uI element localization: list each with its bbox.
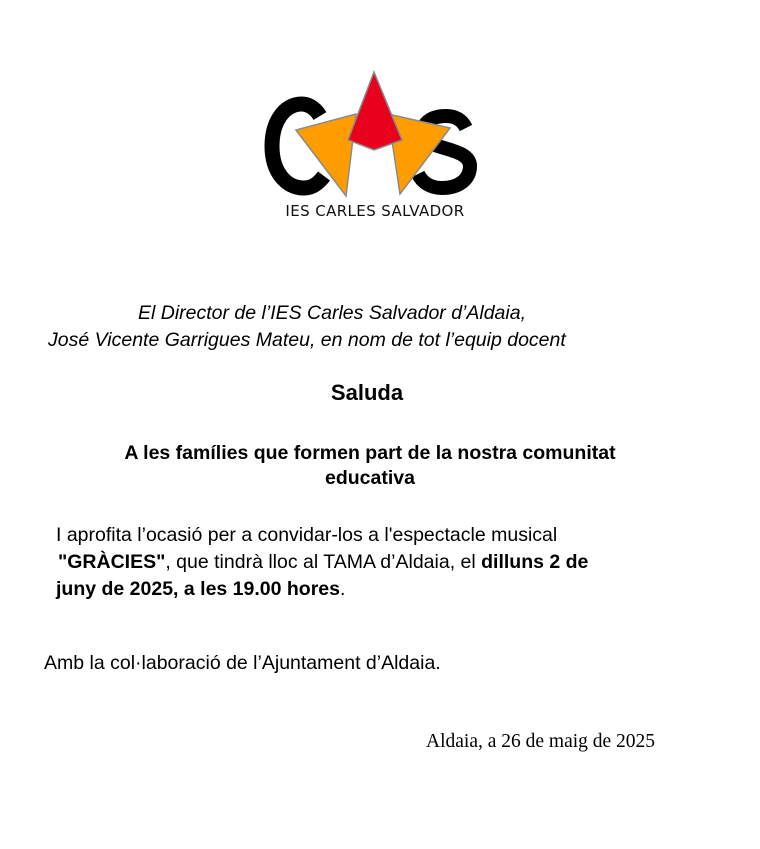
recipients-block <box>40 441 700 491</box>
school-logo <box>262 68 478 228</box>
event-date-part-2: juny de 2025, a les 19.00 hores <box>56 578 340 600</box>
intro-line-2: José Vicente Garrigues Mateu, en nom de tot l’equip docent <box>48 329 566 351</box>
red-center-triangle <box>348 72 402 150</box>
intro-block <box>0 300 760 354</box>
invitation-line-1: I aprofita l’ocasió per a convidar-los a l'espectacle musical <box>56 524 558 546</box>
invitation-line-2-text: , que tindrà lloc al TAMA d’Aldaia, el <box>165 551 482 573</box>
invitation-line-3 <box>0 576 760 603</box>
invitation-paragraph <box>0 522 760 603</box>
heading-saluda: Saluda <box>330 380 404 405</box>
recipients-line-1: A les famílies que formen part de la nostra comunitat <box>124 442 616 464</box>
cas-logo-icon <box>262 68 478 208</box>
signature-date: Aldaia, a 26 de maig de 2025 <box>426 731 656 752</box>
show-title: "GRÀCIES" <box>58 551 166 573</box>
intro-line-1: El Director de l’IES Carles Salvador d’Aldaia, <box>138 302 527 324</box>
invitation-line-2 <box>0 549 760 576</box>
recipients-line-2: educativa <box>325 467 415 489</box>
event-date-part-1: dilluns 2 de <box>481 551 589 573</box>
logo-school-name: IES CARLES SALVADOR <box>285 202 465 220</box>
invitation-line-3-end: . <box>340 578 346 600</box>
collaboration-note: Amb la col·laboració de l’Ajuntament d’Aldaia. <box>44 652 441 674</box>
